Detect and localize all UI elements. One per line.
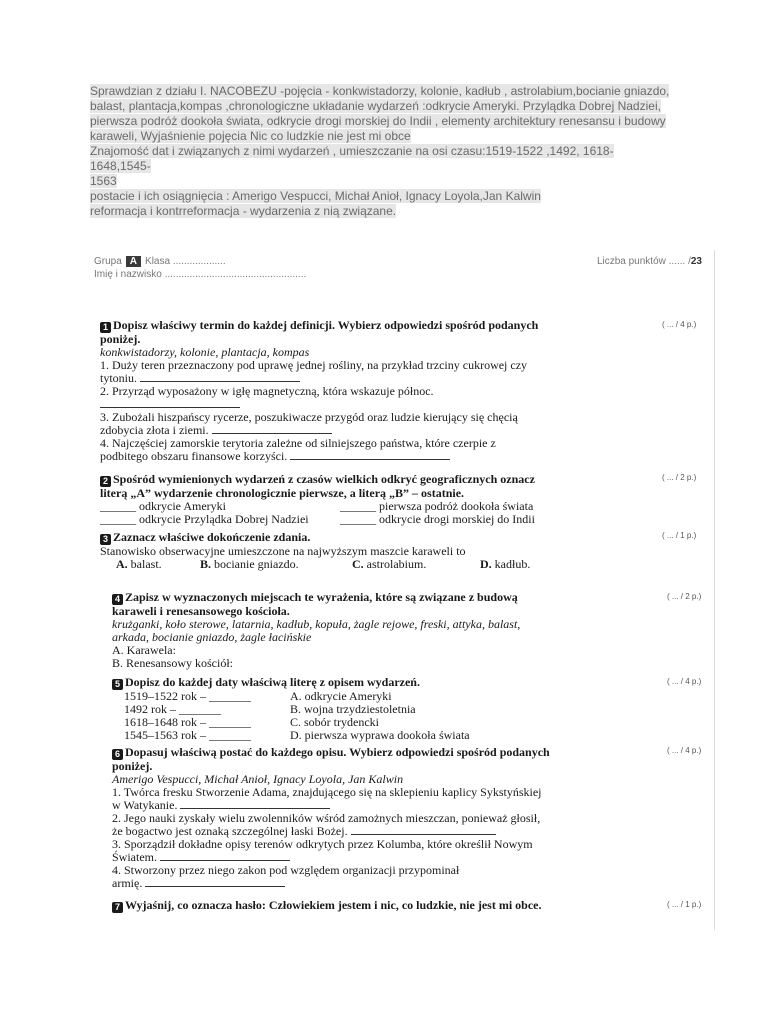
intro-line: postacie i ich osiągnięcia : Amerigo Vespucci, Michał Anioł, Ignacy Loyola,Jan Kalwin — [90, 189, 541, 203]
answer-blank[interactable] — [180, 799, 330, 809]
task-number: 3 — [100, 534, 111, 545]
task-question: Dopasuj właściwą postać do każdego opisu. Wybierz odpowiedzi spośród podanych — [125, 745, 550, 759]
answer-blank[interactable] — [351, 825, 496, 835]
description-line: armię. — [112, 876, 143, 890]
intro-line: Sprawdzian z działu I. NACOBEZU -pojęcia - konkwistadorzy, kolonie, kadłub , astrolabium,bocianie gniazdo, — [90, 84, 670, 98]
task-7 — [112, 899, 632, 913]
event-option: D. pierwsza wyprawa dookoła świata — [290, 728, 470, 742]
description-line: 4. Stworzony przez niego zakon pod względem organizacji przypominał — [112, 863, 460, 877]
choice-a[interactable]: A. balast. — [116, 557, 162, 571]
date-blank[interactable]: 1519–1522 rok – _______ — [124, 689, 251, 703]
answer-options: Amerigo Vespucci, Michał Anioł, Ignacy Loyola, Jan Kalwin — [112, 772, 404, 786]
total-points — [597, 256, 702, 267]
answer-options: krużganki, koło sterowe, latarnia, kadłub, kopuła, żagle rejowe, freski, attyka, balast, — [112, 617, 521, 631]
event-option: ______ odkrycie Przylądka Dobrej Nadziei — [100, 512, 309, 526]
task-1 — [100, 319, 570, 463]
description-line: 3. Sporządził dokładne opisy terenów odkrytych przez Kolumba, które określił Nowym — [112, 837, 533, 851]
test-sheet — [92, 250, 712, 930]
task-6 — [112, 746, 582, 890]
task-question: karaweli i renesansowego kościoła. — [112, 604, 290, 618]
event-option: ______ odkrycie Ameryki — [100, 499, 226, 513]
task-5 — [112, 676, 582, 742]
date-blank[interactable]: 1545–1563 rok – _______ — [124, 728, 251, 742]
task-score: ( ... / 4 p.) — [667, 677, 702, 686]
answer-options: konkwistadorzy, kolonie, plantacja, kompas — [100, 345, 310, 359]
grupa-label: Grupa — [94, 256, 122, 267]
grupa-badge: A — [126, 256, 141, 267]
task-question: Spośród wymienionych wydarzeń z czasów wielkich odkryć geograficznych oznacz — [113, 472, 535, 486]
answer-blank[interactable] — [160, 851, 290, 861]
definition-line: podbitego obszaru finansowe korzyści. — [100, 449, 288, 463]
task-score: ( ... / 1 p.) — [667, 900, 702, 909]
task-score: ( ... / 1 p.) — [662, 531, 697, 540]
name-line: Imię i nazwisko ................................................... — [94, 269, 307, 280]
intro-line: balast, plantacja,kompas ,chronologiczne układanie wydarzeń :odkrycie Ameryki. Przylądka Dobrej Nadziei, — [90, 99, 661, 113]
task-number: 4 — [112, 594, 123, 605]
definition-line: 2. Przyrząd wyposażony w igłę magnetyczną, która wskazuje północ. — [100, 384, 434, 398]
event-option: A. odkrycie Ameryki — [290, 689, 392, 703]
description-line: 1. Twórca fresku Stworzenie Adama, znajdującego się na sklepieniu kaplicy Sykstyńskiej — [112, 785, 542, 799]
description-line: że bogactwo jest oznaką szczególnej łaski Bożej. — [112, 824, 348, 838]
intro-requirements — [90, 84, 670, 219]
choice-d[interactable]: D. kadłub. — [480, 557, 531, 571]
intro-line: pierwsza podróż dookoła świata, odkrycie drogi morskiej do Indii , elementy architektury renesansu i budowy — [90, 114, 666, 128]
task-number: 5 — [112, 679, 123, 690]
klasa-label: Klasa ................... — [145, 256, 226, 267]
answer-blank[interactable] — [140, 372, 300, 382]
task-4 — [112, 591, 582, 670]
task-number: 1 — [100, 322, 111, 333]
intro-line: 1563 — [90, 174, 117, 188]
date-blank[interactable]: 1618–1648 rok – _______ — [124, 715, 251, 729]
task-question: Zapisz w wyznaczonych miejscach te wyrażenia, które są związane z budową — [125, 590, 518, 604]
points-total: 23 — [690, 256, 702, 267]
task-score: ( ... / 4 p.) — [662, 320, 697, 329]
right-margin-line — [714, 250, 715, 930]
event-option: C. sobór trydencki — [290, 715, 379, 729]
task-question: poniżej. — [100, 332, 141, 346]
task-question: Dopisz właściwy termin do każdej definicji. Wybierz odpowiedzi spośród podanych — [113, 318, 539, 332]
intro-line: karaweli, Wyjaśnienie pojęcia Nic co ludzkie nie jest mi obce — [90, 129, 411, 143]
choice-b[interactable]: B. bocianie gniazdo. — [200, 557, 299, 571]
definition-line: 4. Najczęściej zamorskie terytoria zależne od silniejszego państwa, które czerpie z — [100, 436, 496, 450]
task-question: Wyjaśnij, co oznacza hasło: Człowiekiem jestem i nic, co ludzkie, nie jest mi obce. — [125, 898, 542, 912]
definition-line: zdobycia złota i ziemi. — [100, 423, 209, 437]
points-label: Liczba punktów ...... / — [596, 256, 691, 267]
description-line: Światem. — [112, 850, 157, 864]
task-question: Dopisz do każdej daty właściwą literę z opisem wydarzeń. — [125, 675, 420, 689]
intro-line: reformacja i kontrreformacja - wydarzenia z nią związane. — [90, 204, 397, 218]
event-option: ______ pierwsza podróż dookoła świata — [340, 499, 534, 513]
date-blank[interactable]: 1492 rok – _______ — [124, 702, 221, 716]
task-2 — [100, 473, 570, 526]
answer-options: arkada, bocianie gniazdo, żagle łacińskie — [112, 630, 312, 644]
answer-blank[interactable] — [212, 424, 332, 434]
task-score: ( ... / 4 p.) — [667, 746, 702, 755]
task-question: literą „A” wydarzenie chronologicznie pierwsze, a literą „B” – ostatnie. — [100, 486, 465, 500]
definition-line: 1. Duży teren przeznaczony pod uprawę jednej rośliny, na przykład trzciny cukrowej czy — [100, 358, 528, 372]
description-line: w Watykanie. — [112, 798, 178, 812]
answer-blank[interactable] — [100, 398, 240, 408]
sentence-stem: Stanowisko obserwacyjne umieszczone na najwyższym maszcie karaweli to — [100, 544, 466, 558]
task-number: 6 — [112, 749, 123, 760]
definition-line: tytoniu. — [100, 371, 138, 385]
answer-blank[interactable] — [290, 450, 450, 460]
task-question: poniżej. — [112, 759, 153, 773]
answer-field[interactable]: A. Karawela: — [112, 643, 176, 657]
event-option: B. wojna trzydziestoletnia — [290, 702, 416, 716]
task-number: 2 — [100, 476, 111, 487]
task-number: 7 — [112, 902, 123, 913]
choice-c[interactable]: C. astrolabium. — [352, 557, 427, 571]
intro-line: Znajomość dat i związanych z nimi wydarzeń , umieszczanie na osi czasu:1519-1522 ,1492, 1618-1648,1545- — [90, 144, 614, 173]
task-3 — [100, 531, 570, 571]
task-score: ( ... / 2 p.) — [667, 592, 702, 601]
task-score: ( ... / 2 p.) — [662, 473, 697, 482]
definition-line: 3. Zubożali hiszpańscy rycerze, poszukiwacze przygód oraz ludzie kierujący się chęcią — [100, 410, 518, 424]
group-class-line — [94, 256, 226, 267]
answer-blank[interactable] — [145, 877, 285, 887]
answer-field[interactable]: B. Renesansowy kościół: — [112, 656, 233, 670]
task-question: Zaznacz właściwe dokończenie zdania. — [113, 530, 311, 544]
event-option: ______ odkrycie drogi morskiej do Indii — [340, 512, 535, 526]
description-line: 2. Jego nauki zyskały wielu zwolenników wśród zamożnych mieszczan, ponieważ głosił, — [112, 811, 541, 825]
choice-row — [100, 558, 570, 571]
